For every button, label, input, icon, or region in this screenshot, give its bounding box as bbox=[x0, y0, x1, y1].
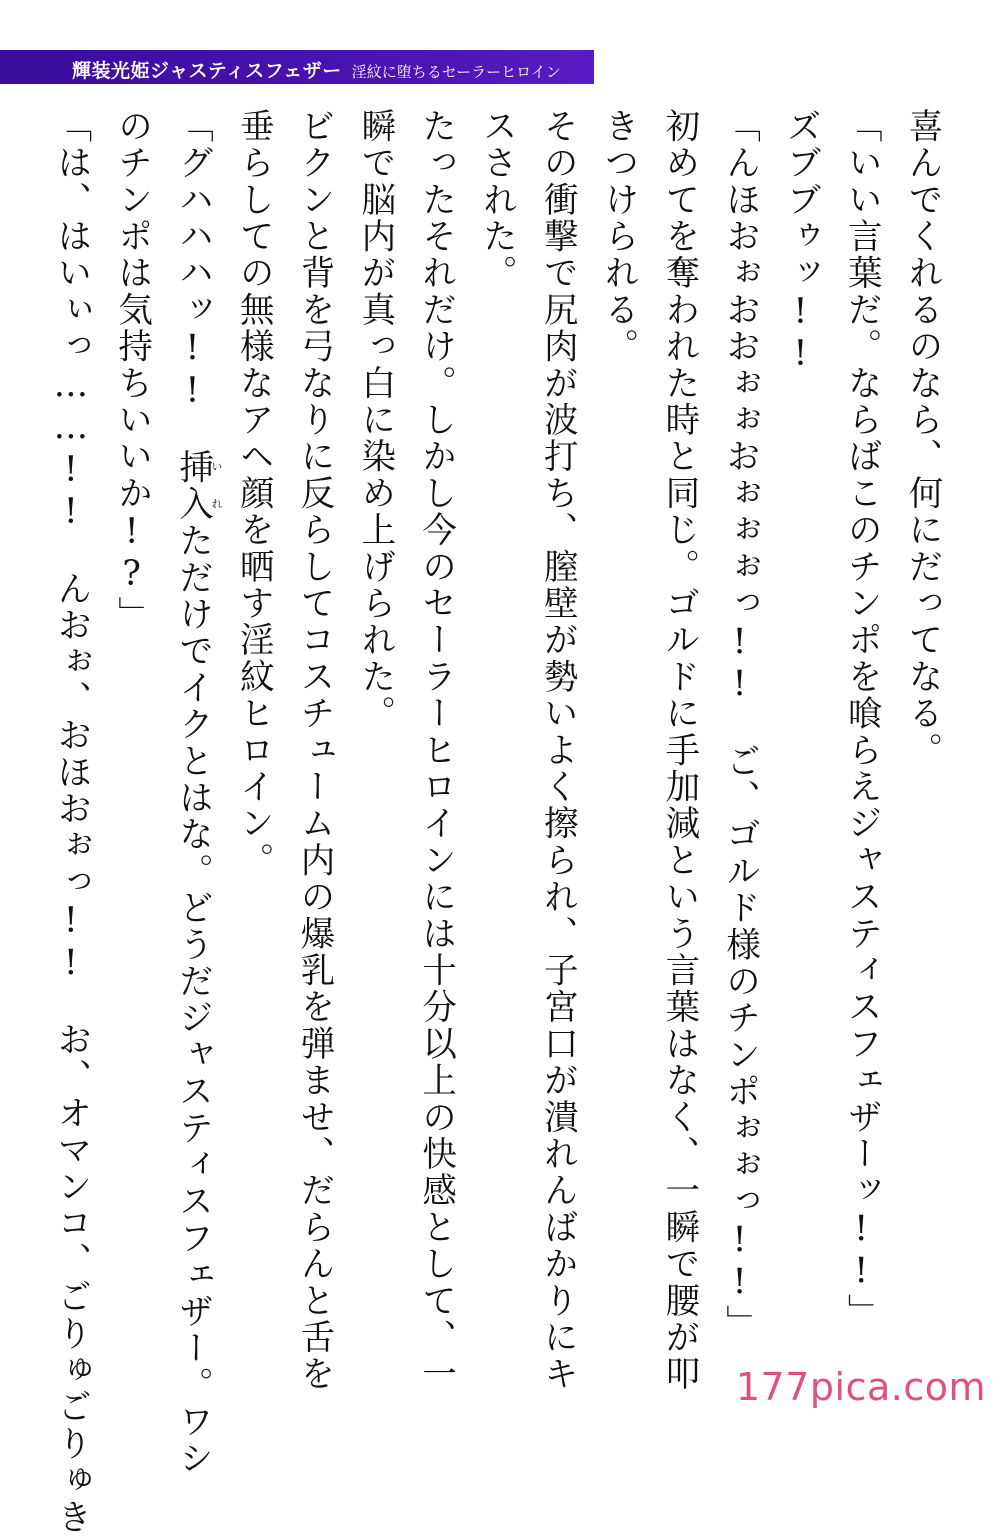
text-line: のチンポは気持ちいいか!?」 bbox=[111, 108, 152, 633]
text-line: 喜んでくれるのなら、何にだってなる。 bbox=[902, 108, 942, 769]
text-line: 「んほおぉおおぉぉおぉぉぉっ!! ご、ゴルド様のチンポぉぉっ!!」 bbox=[719, 108, 760, 1342]
text-line: ズブブゥッ!! bbox=[780, 108, 821, 376]
text-line: 「グハハハッ!! 挿入いれただけでイクとはな。どうだジャスティスフェザー。ワシ bbox=[172, 108, 223, 1477]
header-text bbox=[72, 56, 561, 83]
text-line: 垂らしての無様なアヘ顔を晒す淫紋ヒロイン。 bbox=[233, 108, 274, 879]
text-line: ビクンと背を弓なりに反らしてコスチューム内の爆乳を弾ませ、だらんと舌を bbox=[294, 108, 335, 1393]
book-title: 輝装光姫ジャスティスフェザー bbox=[72, 60, 342, 82]
text-line: 初めてを奪われた時と同じ。ゴルドに手加減という言葉はなく、一瞬で腰が叩 bbox=[658, 108, 699, 1393]
text-line: 「いい言葉だ。ならばこのチンポを喰らえジャスティスフェザーッ!!」 bbox=[841, 108, 882, 1331]
text-line: 瞬で脳内が真っ白に染め上げられた。 bbox=[354, 108, 395, 732]
watermark: 177pica.com bbox=[735, 1365, 986, 1409]
book-subtitle: 淫紋に堕ちるセーラーヒロイン bbox=[351, 63, 561, 81]
text-line: たったそれだけ。しかし今のセーラーヒロインには十分以上の快感として、一 bbox=[415, 108, 456, 1393]
text-line: 「は、はいぃっ……!! んおぉ、おほおぉっ!! お、オマンコ、ごりゅごりゅき bbox=[50, 108, 91, 1536]
text-line: きつけられる。 bbox=[598, 108, 639, 365]
text-line: その衝撃で尻肉が波打ち、膣壁が勢いよく擦られ、子宮口が潰れんばかりにキ bbox=[537, 108, 578, 1393]
ruby-annotation: 挿入いれ bbox=[172, 449, 223, 523]
header-band bbox=[0, 50, 594, 84]
ruby-reading: いれ bbox=[209, 449, 223, 523]
text-line: スされた。 bbox=[476, 108, 517, 292]
